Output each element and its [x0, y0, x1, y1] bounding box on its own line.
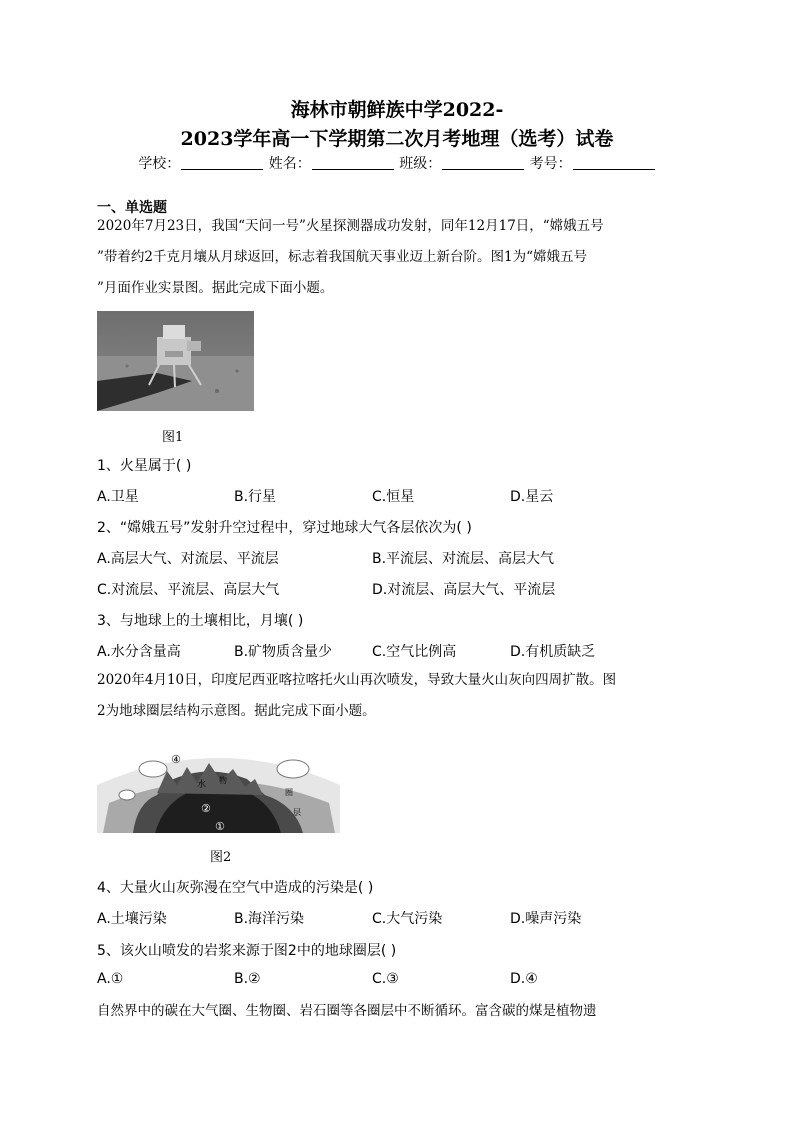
- passage-1-line: ”月面作业实景图。据此完成下面小题。: [97, 280, 334, 296]
- q3-option-a: A.水分含量高: [97, 644, 181, 660]
- passage-3: [97, 996, 699, 1027]
- q1-option-d: D.星云: [510, 489, 554, 505]
- figure-2-caption: 图2: [210, 850, 232, 865]
- q4-option-b: B.海洋污染: [234, 911, 305, 927]
- q3-option-d: D.有机质缺乏: [510, 644, 596, 660]
- fig2-label-ceng: 层: [293, 808, 301, 817]
- figure-2-earth-spheres-diagram: [97, 733, 340, 833]
- fig2-label-water: 水: [197, 780, 207, 790]
- question-5-stem: 5、该火山喷发的岩浆来源于图2中的地球圈层( ): [97, 943, 397, 959]
- school-blank: [181, 155, 263, 170]
- q5-option-a: A.①: [97, 971, 124, 987]
- q4-option-d: D.噪声污染: [510, 911, 582, 927]
- q1-option-a: A.卫星: [97, 489, 139, 505]
- passage-1: [97, 211, 699, 304]
- q3-option-c: C.空气比例高: [372, 644, 457, 660]
- student-info-row: [0, 155, 794, 173]
- q5-option-d: D.④: [510, 971, 538, 987]
- passage-2-line: 2为地球圈层结构示意图。据此完成下面小题。: [97, 703, 376, 719]
- school-label: 学校：: [138, 156, 181, 172]
- q2-option-b: B.平流层、对流层、高层大气: [372, 551, 555, 567]
- q4-option-c: C.大气污染: [372, 911, 443, 927]
- section-title: 一、单选题: [97, 200, 167, 216]
- fig2-label-2: ②: [201, 802, 211, 815]
- q1-option-b: B.行星: [234, 489, 277, 505]
- fig2-label-wu: 物: [219, 776, 227, 785]
- class-blank: [442, 155, 524, 170]
- class-label: 班级：: [399, 156, 442, 172]
- q3-option-b: B.矿物质含量少: [234, 644, 333, 660]
- fig2-label-quan: 圈: [285, 788, 293, 797]
- fig2-label-4: ④: [171, 753, 181, 766]
- q5-option-c: C.③: [372, 971, 399, 987]
- q2-option-d: D.对流层、高层大气、平流层: [372, 582, 556, 598]
- q1-option-c: C.恒星: [372, 489, 415, 505]
- q2-option-a: A.高层大气、对流层、平流层: [97, 551, 279, 567]
- question-2-stem: 2、“嫦娥五号”发射升空过程中，穿过地球大气各层依次为( ): [97, 520, 472, 536]
- question-1-stem: 1、火星属于( ): [97, 458, 192, 474]
- passage-1-line: 2020年7月23日，我国“天问一号”火星探测器成功发射，同年12月17日，“嫦娥五号: [97, 218, 604, 234]
- question-4-stem: 4、大量火山灰弥漫在空气中造成的污染是( ): [97, 880, 374, 896]
- name-blank: [312, 155, 394, 170]
- passage-2-line: 2020年4月10日，印度尼西亚喀拉喀托火山再次喷发，导致大量火山灰向四周扩散。图: [97, 672, 617, 688]
- q4-option-a: A.土壤污染: [97, 911, 167, 927]
- q2-option-c: C.对流层、平流层、高层大气: [97, 582, 280, 598]
- exam-title-line2: 2023学年高一下学期第二次月考地理（选考）试卷: [180, 128, 614, 150]
- passage-1-line: ”带着约2千克月壤从月球返回，标志着我国航天事业迈上新台阶。图1为“嫦娥五号: [97, 249, 587, 265]
- figure-1-lander-photo: [97, 311, 254, 411]
- exam-title-line1: 海林市朝鲜族中学2022-: [290, 99, 504, 121]
- name-label: 姓名：: [268, 156, 311, 172]
- exam-number-label: 考号：: [529, 156, 572, 172]
- passage-3-line: 自然界中的碳在大气圈、生物圈、岩石圈等各圈层中不断循环。富含碳的煤是植物遗: [97, 1003, 597, 1019]
- question-3-stem: 3、与地球上的土壤相比，月壤( ): [97, 613, 304, 629]
- figure-1-caption: 图1: [162, 430, 184, 445]
- passage-2: [97, 665, 699, 727]
- fig2-label-1: ①: [215, 820, 225, 833]
- exam-number-blank: [573, 155, 655, 170]
- q5-option-b: B.②: [234, 971, 261, 987]
